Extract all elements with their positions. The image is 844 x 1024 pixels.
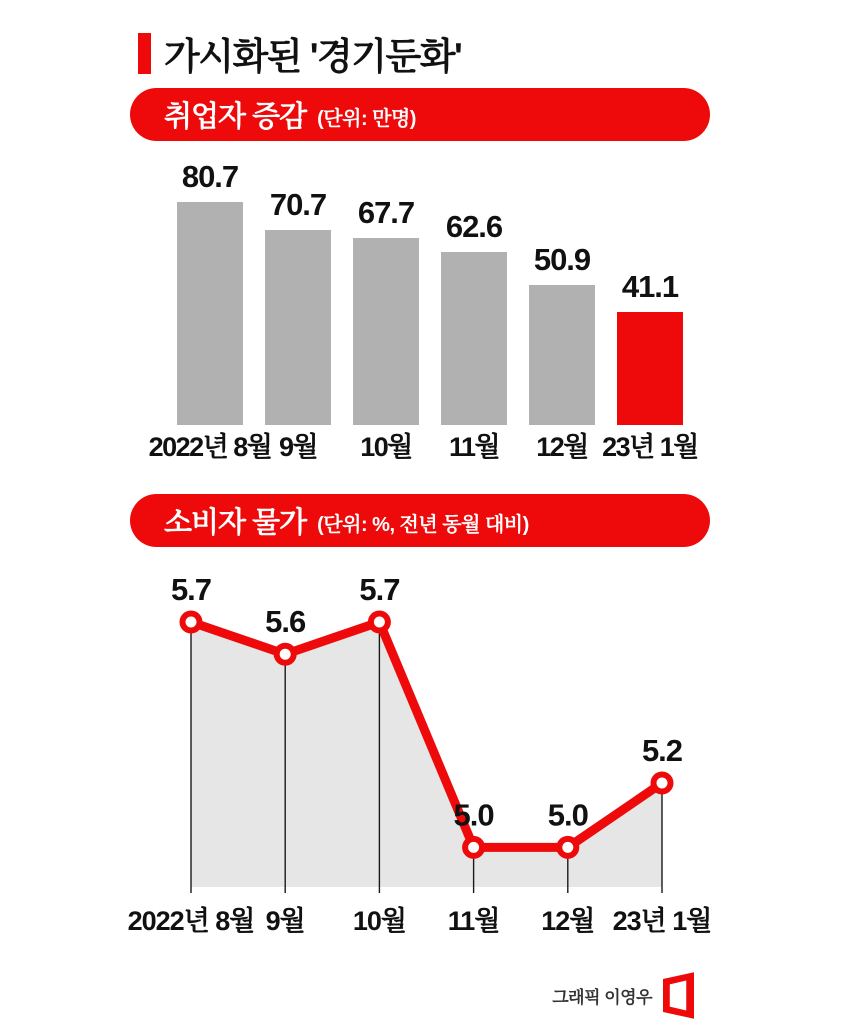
point-value-label: 5.7 — [170, 572, 212, 607]
x-axis-label: 2022년 8월 — [148, 432, 272, 462]
page-title: 가시화된 '경기둔화' — [164, 36, 462, 77]
point-value-label: 5.0 — [547, 797, 588, 833]
point-value-label: 5.6 — [265, 604, 306, 640]
x-axis-label: 12월 — [541, 906, 595, 936]
data-point-marker — [465, 839, 482, 856]
title-accent-bar — [138, 33, 151, 74]
point-value-label: 5.2 — [641, 733, 683, 768]
x-axis-label: 9월 — [265, 906, 305, 936]
bar — [177, 202, 243, 425]
x-axis-label: 10월 — [360, 432, 412, 462]
consumer-price-banner — [130, 494, 710, 547]
credit-label: 그래픽 이영우 — [552, 987, 652, 1007]
bar-value-label: 62.6 — [445, 209, 503, 245]
employment-chart-banner — [130, 88, 710, 141]
data-point-marker — [654, 775, 671, 792]
bar-highlight — [617, 312, 683, 425]
x-axis-label: 23년 1월 — [612, 906, 712, 936]
bar — [441, 252, 507, 425]
point-value-label: 5.0 — [453, 797, 494, 833]
consumer-price-area-chart — [127, 560, 712, 950]
x-axis-label: 10월 — [352, 906, 406, 936]
page-header — [138, 26, 461, 80]
x-axis-label: 11월 — [448, 432, 500, 462]
x-axis-label: 23년 1월 — [602, 432, 698, 462]
data-point-marker — [277, 646, 294, 663]
consumer-price-title: 소비자 물가 — [164, 507, 307, 539]
area-fill — [191, 622, 662, 887]
credit — [430, 970, 694, 1020]
consumer-price-unit-note: (단위: %, 전년 동월 대비) — [317, 513, 529, 536]
x-axis-label: 9월 — [278, 432, 318, 462]
asiae-logo-icon — [663, 972, 694, 1019]
bar-value-label: 67.7 — [357, 195, 415, 231]
employment-bar-chart — [0, 160, 844, 470]
bar — [265, 230, 331, 425]
x-axis-label: 12월 — [536, 432, 588, 462]
bar-value-label: 41.1 — [621, 268, 679, 304]
bar-value-label: 80.7 — [181, 159, 239, 195]
employment-chart-title: 취업자 증감 — [164, 101, 307, 133]
data-point-marker — [183, 614, 200, 631]
employment-chart-unit-note: (단위: 만명) — [317, 107, 416, 130]
bar — [529, 285, 595, 425]
point-value-label: 5.7 — [359, 572, 400, 607]
x-axis-label: 11월 — [447, 906, 500, 936]
data-point-marker — [559, 839, 576, 856]
bar-value-label: 70.7 — [269, 186, 327, 222]
bar-value-label: 50.9 — [533, 241, 591, 277]
x-axis-label: 2022년 8월 — [127, 906, 255, 936]
bar — [353, 238, 419, 425]
data-point-marker — [371, 614, 388, 631]
